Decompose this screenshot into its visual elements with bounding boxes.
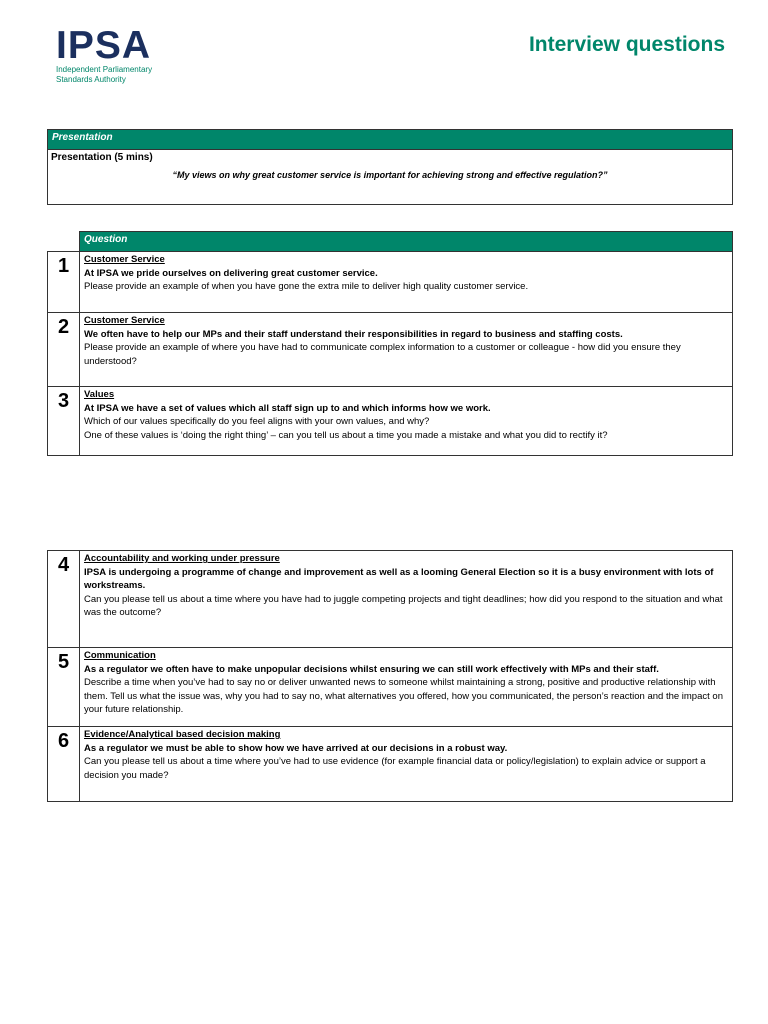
question-number: 3	[48, 387, 80, 456]
question-title: Customer Service	[84, 315, 165, 326]
question-title: Evidence/Analytical based decision making	[84, 729, 281, 740]
questions-group-1	[48, 252, 733, 456]
question-row	[48, 551, 733, 648]
presentation-body	[48, 150, 733, 205]
question-title: Communication	[84, 650, 156, 661]
presentation-quote: “My views on why great customer service is important for achieving strong and effective regulation?”	[172, 170, 608, 180]
question-cell	[80, 551, 733, 648]
question-number: 4	[48, 551, 80, 648]
questions-table-1	[47, 231, 733, 456]
question-title: Customer Service	[84, 254, 165, 265]
ipsa-logo	[56, 24, 176, 84]
question-number: 1	[48, 252, 80, 313]
question-lead: IPSA is undergoing a programme of change and improvement as well as a looming General Election so it is a busy environment with lots of workstreams.	[84, 566, 714, 591]
question-lead: We often have to help our MPs and their staff understand their responsibilities in regard to business and staffing costs.	[84, 328, 623, 340]
question-lead: At IPSA we have a set of values which all staff sign up to and which informs how we work.	[84, 402, 491, 414]
logo-subtitle-line1: Independent Parliamentary	[56, 65, 153, 74]
question-row	[48, 252, 733, 313]
question-cell	[80, 313, 733, 387]
question-cell	[80, 387, 733, 456]
question-number: 5	[48, 648, 80, 727]
presentation-label: Presentation (5 mins)	[51, 152, 153, 163]
question-row	[48, 387, 733, 456]
question-row	[48, 648, 733, 727]
question-text: Can you please tell us about a time where you have had to juggle competing projects and tight deadlines; how did you respond to the situation and what was the outcome?	[84, 593, 723, 618]
number-header-blank	[48, 232, 80, 252]
document-title: Interview questions	[528, 33, 725, 56]
questions-table-2	[47, 550, 733, 802]
question-text: One of these values is ‘doing the right thing’ – can you tell us about a time you made a mistake and what you did to rectify it?	[84, 429, 608, 441]
question-text: Which of our values specifically do you feel aligns with your own values, and why?	[84, 416, 430, 427]
question-row	[48, 313, 733, 387]
logo-subtitle-line2: Standards Authority	[56, 75, 126, 84]
question-text: Describe a time when you’ve had to say no or deliver unwanted news to someone whilst maintaining a strong, positive and productive relationship with them. Tell us what the issue was, why you had to say no, what alternatives you offered, how you communicated, the person’s reaction and the impact on your future relationship.	[84, 677, 723, 715]
question-number: 6	[48, 727, 80, 802]
question-lead: At IPSA we pride ourselves on delivering great customer service.	[84, 267, 378, 279]
logo-wordmark: IPSA	[56, 24, 152, 67]
question-title: Accountability and working under pressure	[84, 553, 280, 564]
question-number: 2	[48, 313, 80, 387]
question-header: Question	[80, 232, 733, 252]
question-title: Values	[84, 389, 115, 400]
presentation-header: Presentation	[48, 130, 733, 150]
question-cell	[80, 648, 733, 727]
question-cell	[80, 252, 733, 313]
question-text: Please provide an example of when you have gone the extra mile to deliver high quality customer service.	[84, 281, 529, 292]
question-text: Please provide an example of where you have had to communicate complex information to a customer or colleague - how did you ensure they understood?	[84, 342, 681, 367]
questions-group-2	[48, 551, 733, 802]
presentation-table	[47, 129, 733, 205]
question-lead: As a regulator we must be able to show how we have arrived at our decisions in a robust way.	[84, 742, 508, 754]
question-cell	[80, 727, 733, 802]
question-row	[48, 727, 733, 802]
question-lead: As a regulator we often have to make unpopular decisions whilst ensuring we can still work effectively with MPs and their staff.	[84, 663, 659, 675]
question-text: Can you please tell us about a time where you’ve had to use evidence (for example financial data or policy/legislation) to explain advice or support a decision you made?	[84, 756, 706, 781]
